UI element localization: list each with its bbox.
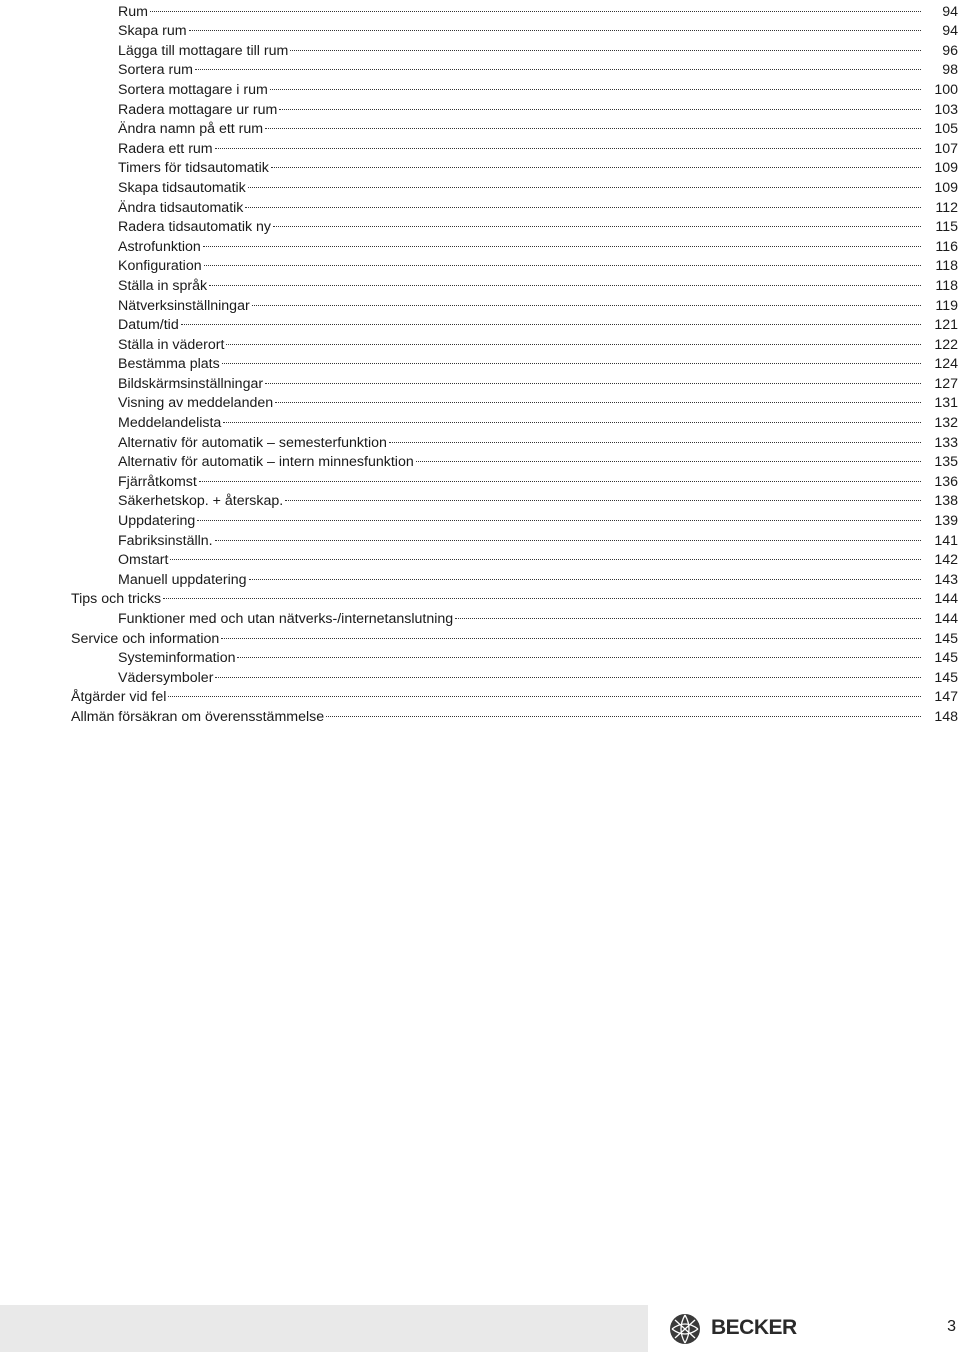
toc-entry-page: 136 <box>934 473 958 490</box>
toc-entry[interactable] <box>0 407 960 432</box>
toc-dot-leader <box>389 427 921 447</box>
toc-dot-leader <box>455 603 921 623</box>
toc-entry-title: Omstart <box>118 552 169 569</box>
toc-entry-title: Fabriksinställn. <box>118 532 213 549</box>
toc-entry-title: Visning av meddelanden <box>118 395 274 412</box>
toc-entry-page: 109 <box>934 179 958 196</box>
toc-entry[interactable] <box>0 643 960 667</box>
toc-entry-page: 143 <box>934 571 958 588</box>
toc-entry[interactable] <box>0 114 960 138</box>
toc-entry-page: 135 <box>934 454 958 471</box>
toc-entry[interactable] <box>0 0 960 20</box>
toc-entry[interactable] <box>0 349 960 373</box>
toc-dot-leader <box>204 251 921 271</box>
toc-entry-title: Nätverksinställningar <box>118 297 250 314</box>
toc-entry-title: Sortera mottagare i rum <box>118 81 268 98</box>
toc-entry[interactable] <box>0 564 960 588</box>
toc-dot-leader <box>265 114 921 134</box>
toc-entry-page: 94 <box>942 23 958 40</box>
toc-entry-page: 109 <box>934 160 958 177</box>
toc-entry-title: Systeminformation <box>118 650 236 667</box>
toc-dot-leader <box>416 447 921 467</box>
toc-entry-page: 118 <box>935 258 958 275</box>
toc-entry-page: 142 <box>934 552 958 569</box>
toc-entry[interactable] <box>0 584 960 608</box>
toc-entry-page: 131 <box>934 395 958 412</box>
toc-dot-leader <box>265 368 921 388</box>
toc-entry-title: Alternativ för automatik – intern minnesfunktion <box>118 454 414 471</box>
toc-entry[interactable] <box>0 368 960 392</box>
toc-dot-leader <box>215 133 921 153</box>
toc-entry[interactable] <box>0 270 960 294</box>
toc-entry[interactable] <box>0 427 960 451</box>
toc-dot-leader <box>273 212 921 232</box>
toc-dot-leader <box>290 35 921 55</box>
page-number: 3 <box>947 1318 956 1335</box>
toc-entry-title: Bestämma plats <box>118 356 220 373</box>
toc-dot-leader <box>249 564 921 584</box>
toc-entry[interactable] <box>0 94 960 118</box>
toc-entry-title: Ställa in väderort <box>118 336 225 353</box>
toc-dot-leader <box>275 388 921 408</box>
toc-entry[interactable] <box>0 329 960 353</box>
toc-entry[interactable] <box>0 290 960 314</box>
toc-dot-leader <box>221 623 921 643</box>
toc-entry-page: 116 <box>935 238 958 255</box>
toc-dot-leader <box>222 349 921 369</box>
toc-dot-leader <box>170 545 921 565</box>
toc-entry-title: Lägga till mottagare till rum <box>118 42 289 59</box>
toc-entry-page: 145 <box>934 630 958 647</box>
toc-entry[interactable] <box>0 603 960 627</box>
toc-entry-page: 96 <box>942 42 958 59</box>
toc-entry-title: Åtgärder vid fel <box>71 689 167 706</box>
toc-entry-page: 115 <box>935 219 958 236</box>
toc-entry-title: Radera ett rum <box>118 140 213 157</box>
toc-entry-page: 132 <box>934 415 958 432</box>
toc-dot-leader <box>326 701 921 721</box>
toc-entry-title: Timers för tidsautomatik <box>118 160 269 177</box>
toc-entry-page: 127 <box>934 375 958 392</box>
toc-dot-leader <box>197 505 921 525</box>
toc-entry-page: 118 <box>935 277 958 294</box>
toc-entry-title: Bildskärmsinställningar <box>118 375 264 392</box>
toc-entry-title: Ställa in språk <box>118 277 208 294</box>
toc-entry-title: Ändra tidsautomatik <box>118 199 244 216</box>
toc-entry-title: Alternativ för automatik – semesterfunktion <box>118 434 387 451</box>
toc-entry-page: 147 <box>934 689 958 706</box>
toc-entry-title: Radera tidsautomatik ny <box>118 219 271 236</box>
toc-entry-page: 122 <box>934 336 958 353</box>
toc-entry-title: Tips och tricks <box>71 591 162 608</box>
toc-dot-leader <box>245 192 921 212</box>
toc-entry[interactable] <box>0 35 960 59</box>
toc-entry-page: 133 <box>934 434 958 451</box>
toc-dot-leader <box>237 643 921 663</box>
toc-entry-title: Skapa rum <box>118 23 187 40</box>
toc-entry[interactable] <box>0 466 960 490</box>
toc-entry-title: Meddelandelista <box>118 415 222 432</box>
toc-entry-title: Manuell uppdatering <box>118 571 247 588</box>
footer-brand-area <box>662 1305 960 1352</box>
toc-entry-title: Konfiguration <box>118 258 202 275</box>
toc-entry[interactable] <box>0 55 960 79</box>
toc-entry[interactable] <box>0 486 960 510</box>
toc-entry-title: Ändra namn på ett rum <box>118 121 264 138</box>
toc-dot-leader <box>209 270 921 290</box>
toc-entry-title: Allmän försäkran om överensstämmelse <box>71 708 325 725</box>
brand-name: BECKER <box>711 1316 797 1339</box>
toc-entry[interactable] <box>0 682 960 706</box>
toc-dot-leader <box>199 466 921 486</box>
toc-dot-leader <box>168 682 921 702</box>
toc-entry-page: 103 <box>934 101 958 118</box>
toc-entry[interactable] <box>0 447 960 471</box>
toc-entry-page: 141 <box>934 532 958 549</box>
toc-entry[interactable] <box>0 74 960 98</box>
footer-band <box>0 1305 648 1352</box>
toc-entry[interactable] <box>0 153 960 177</box>
toc-entry-page: 107 <box>934 140 958 157</box>
toc-dot-leader <box>285 486 921 506</box>
toc-entry-page: 98 <box>942 62 958 79</box>
toc-dot-leader <box>215 525 921 545</box>
toc-entry[interactable] <box>0 16 960 40</box>
toc-entry-page: 144 <box>934 591 958 608</box>
toc-entry-title: Radera mottagare ur rum <box>118 101 278 118</box>
toc-entry-page: 145 <box>934 650 958 667</box>
toc-entry-title: Uppdatering <box>118 513 196 530</box>
toc-entry[interactable] <box>0 545 960 569</box>
toc-entry-title: Funktioner med och utan nätverks-/internetanslutning <box>118 611 454 627</box>
toc-entry[interactable] <box>0 525 960 549</box>
toc-entry[interactable] <box>0 388 960 412</box>
toc-entry[interactable] <box>0 662 960 686</box>
toc-entry-page: 100 <box>934 81 958 98</box>
toc-entry-page: 121 <box>934 317 958 334</box>
toc-dot-leader <box>189 16 921 36</box>
toc-entry-title: Service och information <box>71 630 220 647</box>
toc-dot-leader <box>150 0 921 16</box>
toc-entry-title: Fjärråtkomst <box>118 473 197 490</box>
toc-entry-page: 145 <box>934 669 958 686</box>
toc-entry-title: Datum/tid <box>118 317 179 334</box>
toc-dot-leader <box>215 662 921 682</box>
toc-entry[interactable] <box>0 212 960 236</box>
toc-entry-page: 138 <box>934 493 958 510</box>
toc-dot-leader <box>271 153 921 173</box>
toc-dot-leader <box>248 172 921 192</box>
toc-dot-leader <box>163 584 921 604</box>
toc-entry-page: 94 <box>942 3 958 20</box>
toc-dot-leader <box>181 310 921 330</box>
toc-entry[interactable] <box>0 251 960 275</box>
toc-entry-page: 112 <box>935 199 958 216</box>
toc-entry[interactable] <box>0 310 960 334</box>
toc-entry-page: 148 <box>934 708 958 725</box>
toc-dot-leader <box>270 74 921 94</box>
toc-dot-leader <box>279 94 921 114</box>
toc-entry-title: Vädersymboler <box>118 669 214 686</box>
toc-entry-title: Rum <box>118 3 148 20</box>
toc-dot-leader <box>195 55 921 75</box>
toc-dot-leader <box>223 407 921 427</box>
toc-entry-page: 124 <box>934 356 958 373</box>
toc-entry[interactable] <box>0 505 960 530</box>
toc-entry-page: 144 <box>934 611 958 627</box>
toc-entry-title: Astrofunktion <box>118 238 201 255</box>
toc-entry-title: Skapa tidsautomatik <box>118 179 246 196</box>
toc-entry-title: Säkerhetskop. + återskap. <box>118 493 284 510</box>
toc-dot-leader <box>203 231 921 251</box>
toc-entry[interactable] <box>0 231 960 255</box>
toc-entry[interactable] <box>0 172 960 196</box>
toc-entry[interactable] <box>0 623 960 647</box>
toc-entry[interactable] <box>0 701 960 725</box>
toc-entry[interactable] <box>0 192 960 216</box>
toc-dot-leader <box>226 329 921 349</box>
toc-entry-title: Sortera rum <box>118 62 193 79</box>
toc-entry-page: 139 <box>934 513 958 530</box>
toc-entry-page: 119 <box>935 297 958 314</box>
becker-logo-icon <box>669 1313 701 1345</box>
toc-entry[interactable] <box>0 133 960 157</box>
toc-entry-page: 105 <box>934 121 958 138</box>
toc-dot-leader <box>252 290 921 310</box>
